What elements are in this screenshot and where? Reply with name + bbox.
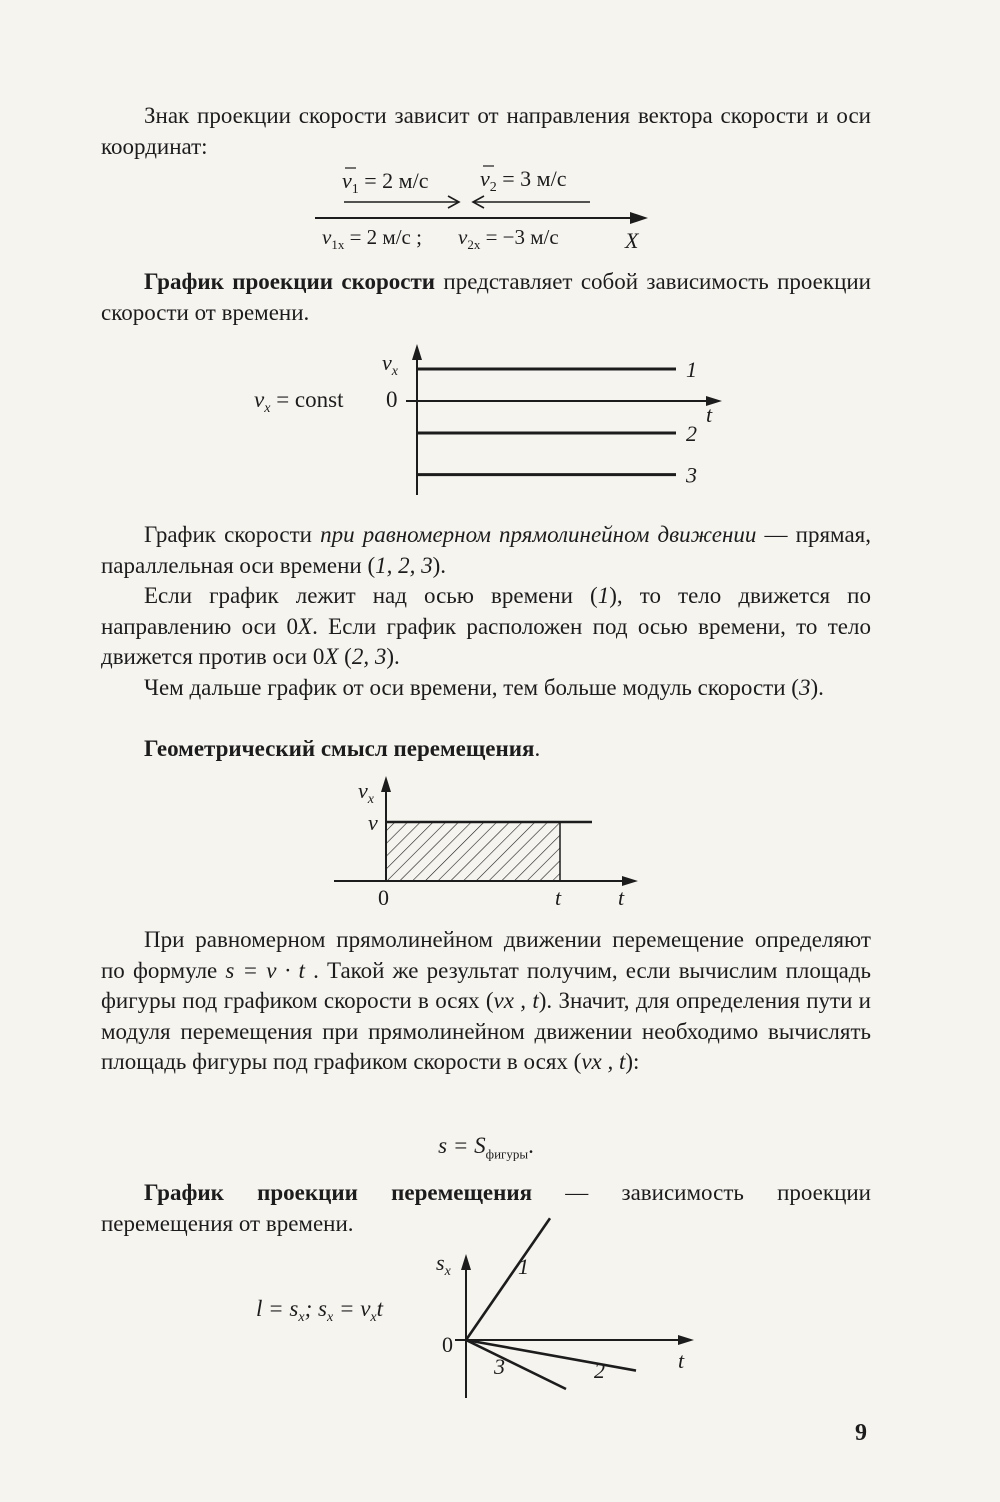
paragraph-text: ( — [338, 644, 352, 669]
sx-axis-label: $s_x$ — [436, 1250, 451, 1279]
displacement-line-label-2: 2 — [594, 1358, 605, 1383]
origin-zero: 0 — [386, 387, 398, 412]
term-geometric-meaning: Геометрический смысл перемещения — [144, 736, 535, 761]
axes-vx-t: vx , t — [581, 1049, 626, 1074]
graph-ref: 3 — [798, 675, 811, 700]
displacement-line-3 — [466, 1340, 566, 1389]
paragraph-velocity-graph — [101, 267, 871, 328]
hatched-area — [386, 822, 560, 881]
paragraph-direction — [101, 581, 871, 673]
paragraph-velocity-sign — [101, 101, 871, 162]
v-value-label: v — [368, 810, 378, 835]
axis-x: X — [324, 644, 339, 669]
paragraph-speed-modulus — [101, 673, 871, 704]
heading-geometric-meaning — [101, 734, 871, 765]
t-axis-label: t — [618, 885, 625, 910]
term-velocity-graph: График проекции скорости — [144, 269, 436, 294]
graph-refs: 1, 2, 3 — [375, 552, 433, 578]
paragraph-text: Чем дальше график от оси времени, тем больше модуль скорости ( — [144, 675, 799, 700]
velocity-line-label-3: 3 — [686, 462, 697, 488]
origin-zero: 0 — [378, 885, 389, 910]
italic-phrase: при равномерном прямолинейном движении — [320, 522, 757, 547]
paragraph-text: ), то тело движется по направлению оси 0 — [101, 583, 871, 639]
displacement-line-label-3: 3 — [494, 1354, 505, 1379]
t-axis-label: t — [678, 1348, 685, 1373]
graph-ref: 1 — [597, 583, 610, 608]
paragraph-text: . Такой же результат получим, если вычислим площадь фигуры под графиком скорости в осях ( — [101, 957, 871, 1013]
t-tick-label: t — [555, 885, 562, 910]
origin-zero: 0 — [442, 1332, 453, 1357]
paragraph-text: График скорости — [144, 522, 321, 547]
paragraph-text: ). — [386, 644, 400, 669]
v1-label: $v_1 = 2$ м/с — [342, 168, 429, 197]
paragraph-text: Знак проекции скорости зависит от направления вектора скорости и оси координат: — [101, 103, 871, 159]
v1x-label: $v_{1x} = 2$ м/с ; — [322, 225, 422, 252]
velocity-const-graph — [240, 340, 740, 505]
formula-area — [101, 1133, 871, 1163]
graph-refs: 2, 3 — [351, 644, 387, 669]
formula-period: . — [528, 1133, 534, 1158]
velocity-line-label-1: 1 — [686, 357, 697, 382]
paragraph-text: ). Значит, для определения пути и модуля перемещения при прямолинейном движении необходимо вычислять площадь фигуры под графиком скорости в осях ( — [101, 988, 871, 1074]
paragraph-text: ). — [810, 675, 824, 700]
displacement-graph — [250, 1246, 710, 1406]
page-number: 9 — [855, 1420, 867, 1446]
paragraph-text: . Если график расположен под осью времени, то тело движется против оси 0 — [101, 613, 871, 669]
displacement-line-label-1: 1 — [518, 1254, 529, 1279]
paragraph-text: ). — [432, 552, 447, 578]
formula-subscript: фигуры — [485, 1146, 529, 1162]
v2-label: $v_2 = 3$ м/с — [480, 166, 567, 195]
vx-axis-label: $v_x$ — [358, 778, 374, 807]
vx-axis-label: $v_x$ — [382, 350, 398, 379]
paragraph-text: Если график лежит над осью времени ( — [144, 583, 598, 608]
formula-s-vt: s = v · t — [225, 957, 305, 983]
v2x-label: $v_{2x} = -3$ м/с — [458, 225, 559, 252]
paragraph-text: — зависимость проекции перемещения от времени. — [101, 1180, 871, 1236]
axes-vx-t: vx , t — [493, 988, 539, 1013]
paragraph-text: — прямая, параллельная оси времени ( — [101, 522, 871, 578]
displacement-formula: $l = s_x$; $s_x = v_xt$ — [256, 1296, 384, 1325]
term-displacement-graph: График проекции перемещения — [144, 1180, 533, 1205]
paragraph-text: При равномерном прямолинейном движении перемещение определяют по формуле — [101, 927, 871, 983]
paragraph-text: ): — [625, 1049, 640, 1074]
velocity-vectors-figure — [300, 162, 660, 254]
paragraph-uniform-motion — [101, 520, 871, 581]
axis-x: X — [298, 613, 313, 639]
velocity-line-label-2: 2 — [686, 421, 697, 446]
formula-s: s = S — [438, 1133, 486, 1158]
paragraph-displacement-graph — [101, 1178, 871, 1239]
displacement-line-2 — [466, 1340, 636, 1371]
paragraph-text: представляет собой зависимость проекции скорости от времени. — [101, 269, 871, 325]
paragraph-displacement-formula — [101, 925, 871, 1078]
paragraph-text: . — [534, 736, 541, 761]
t-axis-label: t — [706, 402, 713, 427]
displacement-area-graph — [330, 772, 650, 912]
x-axis-label: X — [625, 228, 639, 253]
vx-const-formula: $v_x$ = const — [254, 387, 344, 416]
